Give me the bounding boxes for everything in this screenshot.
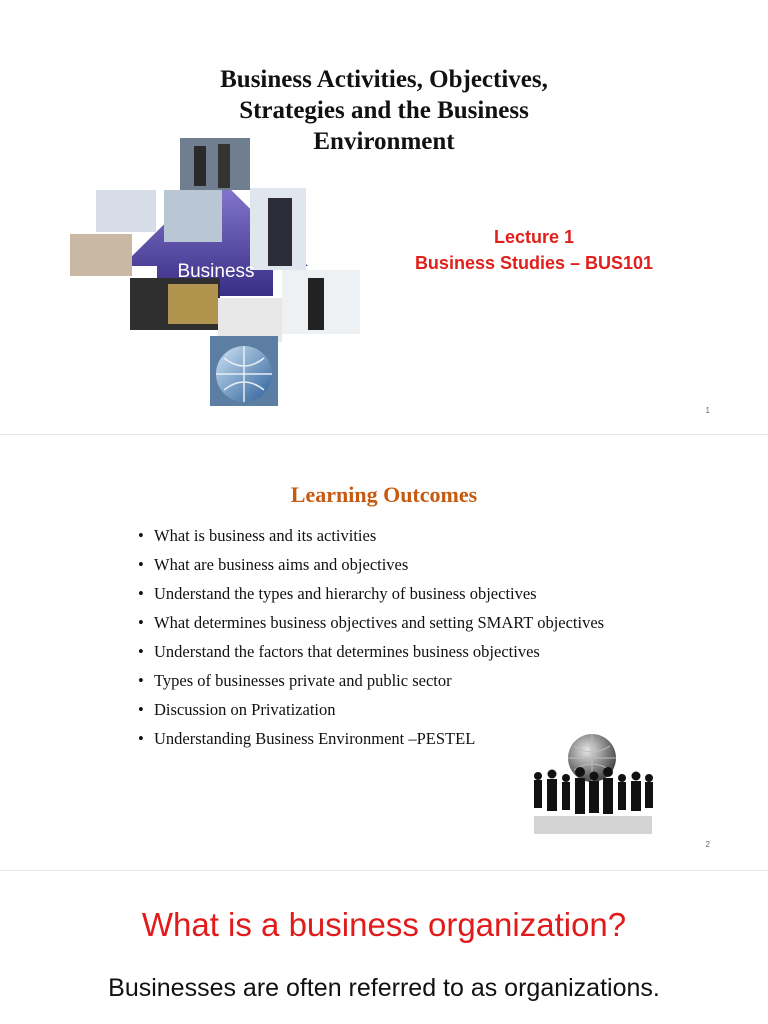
bullet: • [138, 555, 144, 574]
business-collage-image [68, 136, 362, 408]
course-name: Business Studies – BUS101 [414, 253, 654, 273]
page-number: 2 [705, 840, 710, 849]
title-line-3: Environment [313, 128, 455, 155]
list-item-text: What is business and its activities [154, 526, 377, 545]
list-item [138, 584, 658, 604]
list-item [138, 671, 658, 691]
slide-3-text: Businesses are often referred to as organizations. [108, 974, 660, 1002]
list-item [138, 613, 624, 633]
list-item [138, 555, 658, 575]
bullet: • [138, 700, 144, 719]
list-item-text: What are business aims and objectives [154, 555, 409, 574]
learning-outcomes-heading: Learning Outcomes [290, 482, 478, 507]
slide-divider [0, 434, 768, 435]
list-item-text: Understand the factors that determines business objectives [154, 642, 540, 661]
list-item [138, 526, 658, 546]
bullet: • [138, 642, 144, 661]
slide-3 [0, 880, 768, 1024]
slide-divider [0, 870, 768, 871]
bullet: • [138, 584, 144, 603]
list-item [138, 700, 658, 720]
list-item-text: Types of businesses private and public sector [154, 671, 452, 690]
slide-2 [0, 440, 768, 860]
bullet: • [138, 671, 144, 690]
list-item-text: Discussion on Privatization [154, 700, 336, 719]
collage-label: Business [177, 261, 255, 282]
list-item-text: What determines business objectives and setting SMART objectives [154, 613, 605, 632]
list-item-text: Understanding Business Environment –PESTEL [154, 729, 476, 748]
list-item-text: Understand the types and hierarchy of business objectives [154, 584, 537, 603]
page-number: 1 [705, 406, 710, 415]
list-item [138, 642, 658, 662]
bullet: • [138, 526, 144, 545]
title-line-1: Business Activities, Objectives, [220, 66, 548, 93]
bullet: • [138, 613, 144, 632]
lecture-number: Lecture 1 [493, 227, 575, 247]
title-line-2: Strategies and the Business [239, 97, 529, 124]
business-people-globe-image [526, 732, 658, 850]
slide-3-title: What is a business organization? [141, 906, 627, 943]
outcomes-list [138, 526, 658, 758]
bullet: • [138, 729, 144, 748]
slide-1 [0, 0, 768, 430]
lecture-info [384, 224, 684, 276]
